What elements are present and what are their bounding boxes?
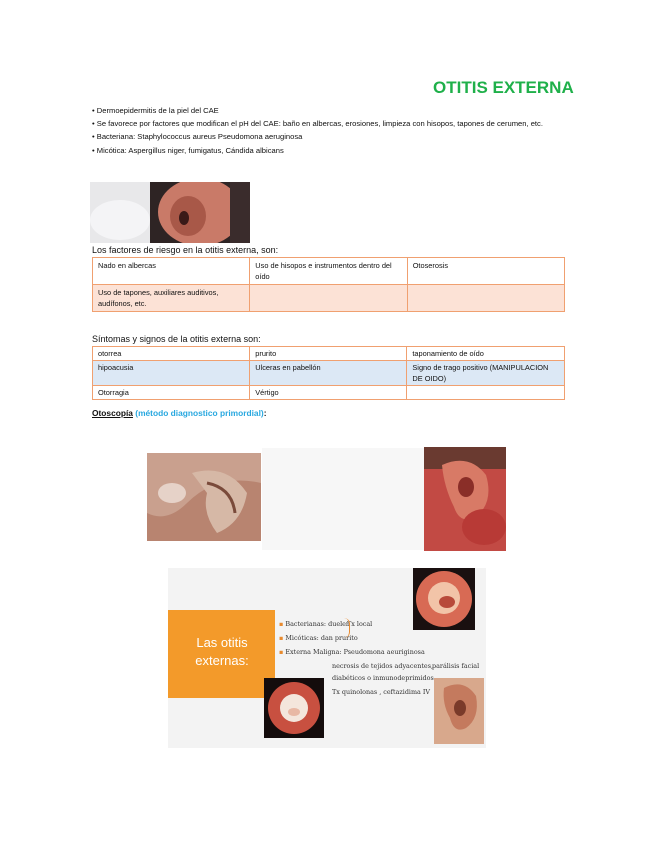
table-cell: prurito — [250, 347, 407, 361]
slide-line: diabéticos o inmunodeprimidos — [332, 674, 434, 682]
table-cell: Nado en albercas — [93, 258, 250, 285]
table-cell: Vértigo — [250, 386, 407, 400]
table-row — [93, 386, 565, 400]
slide-line: necrosis de tejidos adyacentes, — [332, 662, 434, 670]
table-row — [93, 285, 565, 312]
page-title: OTITIS EXTERNA — [433, 78, 574, 97]
table-cell: Signo de trago positivo (MANIPULACION DE OIDO) — [407, 361, 565, 386]
table-cell: Otorragia — [93, 386, 250, 400]
table-cell: Uso de hisopos e instrumentos dentro del oído — [250, 258, 407, 285]
slide-line: ▪ Micóticas: dan prurito — [279, 634, 358, 642]
symptoms-table — [92, 346, 565, 400]
otoscopy-heading — [92, 408, 267, 418]
bullet-item: • Dermoepidermitis de la piel del CAE — [92, 106, 219, 115]
table-row — [93, 258, 565, 285]
slide-title-box — [168, 610, 275, 698]
otoscopy-photo-2 — [264, 678, 324, 738]
table-cell: hipoacusia — [93, 361, 250, 386]
slide-line: ▪ Bacterianas: duelen — [279, 620, 351, 628]
table-cell: Ulceras en pabellón — [250, 361, 407, 386]
bullet-item: • Se favorece por factores que modifican el pH del CAE: baño en albercas, erosiones, limpieza con hisopos, tapones de cerumen, etc. — [92, 119, 543, 129]
ear-exam-photo — [90, 182, 250, 243]
otoscopy-photo-1 — [413, 568, 475, 630]
table-row — [93, 347, 565, 361]
table-cell — [407, 386, 565, 400]
intro-bullets — [92, 104, 570, 157]
bullet-item: • Bacteriana: Staphylococcus aureus Pseudomona aeruginosa — [92, 132, 303, 142]
faded-background — [262, 448, 424, 550]
brace-mark — [343, 618, 350, 638]
red-ear-photo — [424, 447, 506, 551]
slide-line: ▪ Externa Maligna: Pseudomona aeuriginosa — [279, 648, 425, 656]
slide-line: Tx local — [347, 620, 373, 628]
table-cell: otorrea — [93, 347, 250, 361]
otoscopy-note: (método diagnostico primordial) — [135, 408, 264, 418]
ear-otitis-photo — [434, 678, 484, 744]
slide-line: Tx quinolonas , ceftazidima IV — [332, 688, 430, 696]
risk-heading: Los factores de riesgo en la otitis externa, son: — [92, 245, 279, 255]
table-cell: Otoserosis — [407, 258, 564, 285]
symptoms-heading: Síntomas y signos de la otitis externa son: — [92, 334, 261, 344]
slide-line: parálisis facial — [432, 662, 480, 670]
table-row — [93, 361, 565, 386]
risk-table — [92, 257, 565, 312]
table-cell — [250, 285, 407, 312]
table-cell: Uso de tapones, auxiliares auditivos, audífonos, etc. — [93, 285, 250, 312]
bullet-item: • Micótica: Aspergillus niger, fumigatus, Cándida albicans — [92, 145, 284, 155]
slide-title: Las otitis externas: — [195, 635, 249, 668]
otoscopy-label: Otoscopía — [92, 408, 133, 418]
table-cell: taponamiento de oído — [407, 347, 565, 361]
ear-lesion-photo — [147, 453, 261, 541]
table-cell — [407, 285, 564, 312]
otoscopy-colon: : — [263, 408, 267, 418]
